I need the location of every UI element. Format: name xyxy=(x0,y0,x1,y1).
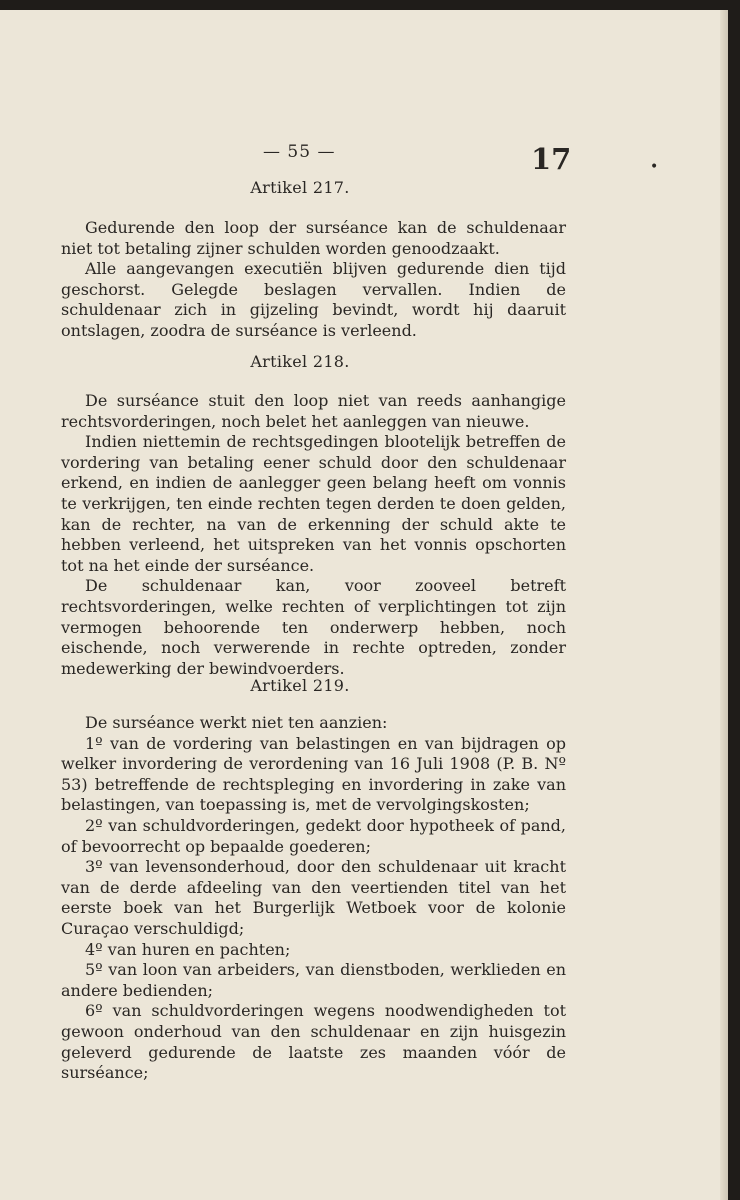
list-item: 2º van schuldvorderingen, gedekt door hypotheek of pand, of bevoorrecht op bepaalde goederen; xyxy=(61,815,566,856)
page-edge xyxy=(720,10,728,1200)
list-item: 3º van levensonderhoud, door den schuldenaar uit kracht van de derde afdeeling van den veertienden titel van het eerste boek van het Burgerlijk Wetboek voor de kolonie Curaçao verschuldigd; xyxy=(61,857,566,938)
article-body-217 xyxy=(61,218,566,342)
list-item: 6º van schuldvorderingen wegens noodwendigheden tot gewoon onderhoud van den schuldenaar en zijn huisgezin geleverd gedurende de laatste zes maanden vóór de surséance; xyxy=(61,1001,566,1083)
list-item: 4º van huren en pachten; xyxy=(85,939,291,959)
paragraph: De schuldenaar kan, voor zooveel betreft rechtsvorderingen, welke rechten of verplichtingen tot zijn vermogen behoorende ten onderwerp hebben, noch eischende, noch verwerende in rechte optreden, zonder medewerking der bewindvoerders. xyxy=(61,576,566,678)
article-body-218 xyxy=(61,391,566,679)
article-body-219 xyxy=(61,713,566,1084)
list-item: 5º van loon van arbeiders, van dienstboden, werklieden en andere bedienden; xyxy=(61,960,566,1000)
article-heading-218: Artikel 218. xyxy=(250,352,350,371)
article-heading-219: Artikel 219. xyxy=(250,676,350,695)
list-item: 1º van de vordering van belastingen en van bijdragen op welker invordering de verordening van 16 Juli 1908 (P. B. Nº 53) betreffende de rechtspleging en invordering in zake van belastingen, van toepassing is, met de vervolgingskosten; xyxy=(61,733,566,815)
sheet-number: 17 xyxy=(531,142,572,176)
paragraph: Gedurende den loop der surséance kan de schuldenaar niet tot betaling zijner schulden worden genoodzaakt. xyxy=(61,218,566,258)
edge-mark: • xyxy=(650,159,659,175)
paragraph: De surséance stuit den loop niet van reeds aanhangige rechtsvorderingen, noch belet het aanleggen van nieuwe. xyxy=(61,391,566,431)
paragraph: Indien niettemin de rechtsgedingen blootelijk betreffen de vordering van betaling eener schuld door den schuldenaar erkend, en indien de aanlegger geen belang heeft om vonnis te verkrijgen, ten einde rechten tegen derden te doen gelden, kan de rechter, na van de erkenning der schuld akte te hebben verleend, het uitspreken van het vonnis opschorten tot na het einde der surséance. xyxy=(61,432,566,575)
article-heading-217: Artikel 217. xyxy=(250,178,350,197)
page-folio: — 55 — xyxy=(263,142,336,162)
document-page xyxy=(0,10,728,1200)
paragraph: De surséance werkt niet ten aanzien: xyxy=(85,713,388,732)
paragraph: Alle aangevangen executiën blijven gedurende dien tijd geschorst. Gelegde beslagen vervallen. Indien de schuldenaar zich in gijzeling bevindt, wordt hij daaruit ontslagen, zoodra de surséance is verleend. xyxy=(61,259,566,340)
